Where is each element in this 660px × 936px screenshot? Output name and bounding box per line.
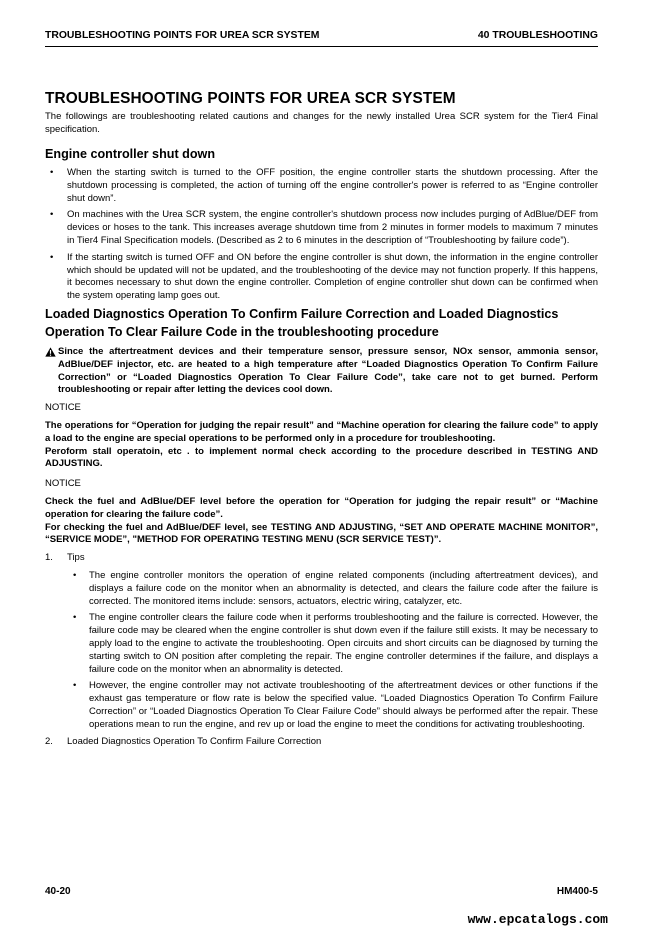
warning-triangle-icon [45, 347, 56, 357]
notice-label: NOTICE [45, 478, 81, 490]
tip-item: • However, the engine controller may not activate troubleshooting of the aftertreatment devices or other functions if the exhaust gas temperature or flow rate is below the specified value. “Loaded Diagnostics Operation To Confirm Failure Correction” or “Loaded Diagnostics Operation To Clear Failure Code” should always be performed after the repair. These operations mean to run the engine, and rev up or load the engine to meet the conditions for activating troubleshooting. [45, 680, 598, 731]
item-number: 1. [45, 552, 53, 564]
header-section-title: 40 TROUBLESHOOTING [477, 30, 598, 41]
section-heading-loaded-diagnostics: Loaded Diagnostics Operation To Confirm Failure Correction and Loaded Diagnostics Operation To Clear Failure Code in the troubleshooting procedure [45, 307, 559, 339]
section-heading-shutdown: Engine controller shut down [45, 146, 216, 161]
tip-item: • The engine controller clears the failure code when it performs troubleshooting and the failure is corrected. However, the failure code may be cleared when the engine controller is shut down even if the failure still exists. It may be necessary to apply load to the engine to activate the troubleshooting. Open circuits and short circuits can be diagnosed by turning the starting switch to ON position after completing the repair. The engine controller determines if the failure, and displays a failure code on the monitor when an abnormality is detected. [45, 612, 598, 676]
notice-label: NOTICE [45, 402, 81, 414]
page-header [45, 30, 598, 47]
bullet-item: • When the starting switch is turned to the OFF position, the engine controller starts the shutdown processing. After the shutdown processing is completed, the action of turning off the engine controller's power is referred to as “Engine controller shut down”. [45, 167, 598, 205]
notice-text: The operations for “Operation for judging the repair result” and “Machine operation for clearing the failure code” to apply a load to the engine are special operations to be performed only in a procedure for troubleshooting. [45, 420, 598, 444]
bullet-item: • If the starting switch is turned OFF and ON before the engine controller is shut down, the information in the engine controller which should be updated will not be updated, and the troubleshooting of the device may not function properly. If this happens, it becomes necessary to shut down the engine controller. Completion of engine controller shut down can be confirmed when the system operating lamp goes out. [45, 252, 598, 303]
warning-block [45, 346, 598, 397]
main-content [45, 90, 598, 748]
notice-text: Peroform stall operatoin, etc . to implement normal check according to the procedure described in TESTING AND ADJUSTING. [45, 445, 598, 470]
numbered-item [45, 552, 598, 565]
page-title: TROUBLESHOOTING POINTS FOR UREA SCR SYSTEM [45, 90, 456, 107]
watermark: www.epcatalogs.com [467, 912, 608, 927]
item-label: Loaded Diagnostics Operation To Confirm Failure Correction [67, 735, 322, 747]
warning-text: Since the aftertreatment devices and their temperature sensor, pressure sensor, NOx sensor, ammonia sensor, AdBlue/DEF injector, etc. are heated to a high temperature after “Loaded Diagnostics Operation To Confirm Failure Correction” or “Loaded Diagnostics Operation To Clear Failure Code”, take care not to get burned. Perform troubleshooting or repair after letting the devices cool down. [58, 346, 598, 396]
shutdown-bullet-list [45, 167, 598, 303]
notice-text: Check the fuel and AdBlue/DEF level before the operation for “Operation for judging the repair result” or “Machine operation for clearing the failure code”. [45, 496, 598, 520]
item-number: 2. [45, 735, 53, 747]
tips-bullet-list [45, 570, 598, 732]
numbered-item [45, 736, 598, 749]
page-number: 40-20 [45, 886, 71, 897]
header-chapter-title: TROUBLESHOOTING POINTS FOR UREA SCR SYSTEM [45, 30, 320, 41]
tip-item: • The engine controller monitors the operation of engine related components (including aftertreatment devices), and displays a failure code on the monitor when an abnormality is detected, and clears the failure code after the failure is corrected. The monitored items include: sensors, actuators, electric wiring, catalyzer, etc. [45, 570, 598, 608]
bullet-item: • On machines with the Urea SCR system, the engine controller's shutdown process now includes purging of AdBlue/DEF from devices or hoses to the tank. This increases average shutdown time from 2 minutes in former models to maximum 7 minutes in Tier4 Final Specification models. (Described as 2 to 6 minutes in the description of “Troubleshooting by failure code”). [45, 209, 598, 247]
item-label: Tips [67, 552, 85, 564]
notice-text: For checking the fuel and AdBlue/DEF level, see TESTING AND ADJUSTING, “SET AND OPERATE MACHINE MONITOR”, “SERVICE MODE”, "METHOD FOR OPERATING TESTING MENU (SCR SERVICE TEST)”. [45, 521, 598, 546]
intro-paragraph: The followings are troubleshooting related cautions and changes for the newly installed Urea SCR system for the Tier4 Final specification. [45, 111, 598, 135]
model-number: HM400-5 [556, 886, 598, 897]
